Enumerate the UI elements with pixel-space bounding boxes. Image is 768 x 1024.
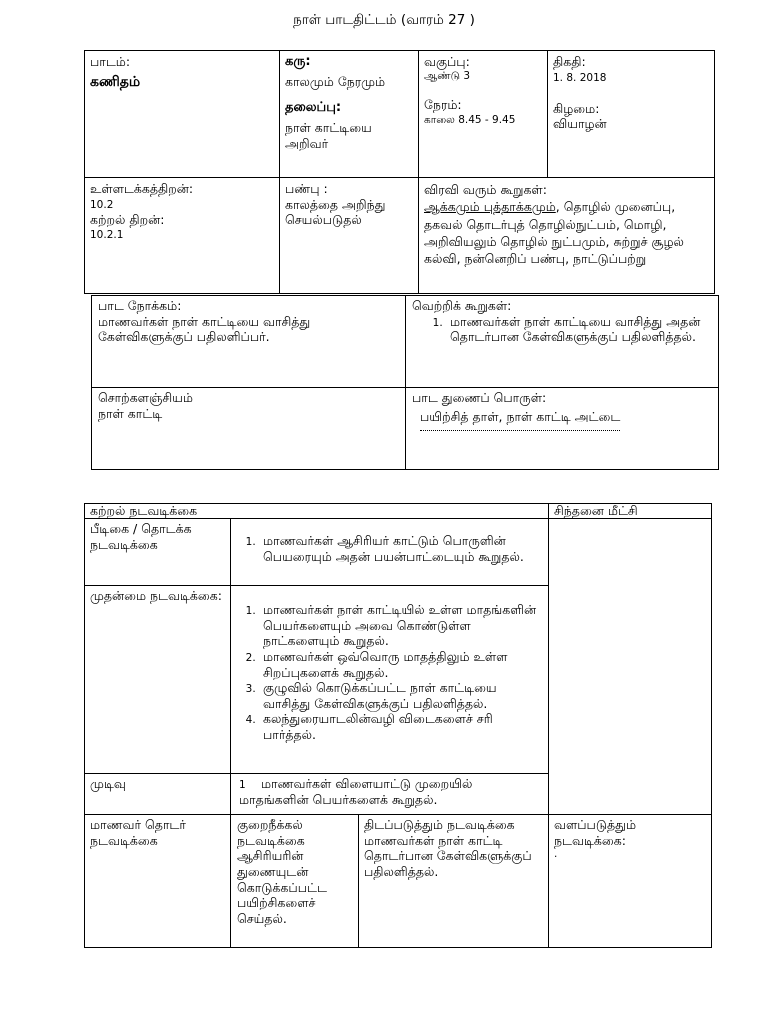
closing-label-cell <box>84 773 231 815</box>
enrichment-value: . <box>554 848 558 861</box>
closing-content-cell <box>230 773 549 815</box>
topic-value: நாள் காட்டியை அறிவர் <box>285 120 372 151</box>
topic-label: தலைப்பு: <box>285 99 342 115</box>
vocabulary-value: நாள் காட்டி <box>98 405 163 421</box>
success-criteria-label: வெற்றிக் கூறுகள்: <box>412 298 512 313</box>
class-label: வகுப்பு: <box>424 54 470 69</box>
day-label: கிழமை: <box>553 100 600 116</box>
reinforcement-text: திடப்படுத்தும் நடவடிக்கை மாணவர்கள் நாள் காட்டி தொடர்பான கேள்விகளுக்குப் பதிலளித்தல். <box>364 817 532 879</box>
closing-number: 1 <box>239 779 246 791</box>
main-item-1: 1. மாணவர்கள் நாள் காட்டியில் உள்ள மாதங்களின் பெயர்களையும் அவை கொண்டுள்ள நாட்களையும் கூறுதல். <box>259 602 543 649</box>
thinking-header-cell <box>548 503 712 519</box>
enrichment-cell <box>548 814 712 948</box>
document-title: நாள் பாடதிட்டம் (வாரம் 27 ) <box>293 12 475 28</box>
remedial-cell <box>230 814 359 948</box>
content-standard-value: 10.2 <box>90 198 114 211</box>
closing-label: முடிவு <box>90 776 126 791</box>
objective-text: மாணவர்கள் நாள் காட்டியை வாசித்து கேள்விகளுக்குப் பதிலளிப்பர். <box>98 313 311 345</box>
subject-label: பாடம்: <box>90 54 131 69</box>
enrichment-label: வளப்படுத்தும் நடவடிக்கை: <box>554 817 637 848</box>
standards-cell <box>84 177 280 294</box>
date-value: 1. 8. 2018 <box>553 71 607 84</box>
learning-standard-value: 10.2.1 <box>90 229 124 242</box>
main-label: முதன்மை நடவடிக்கை: <box>90 588 222 603</box>
main-content-cell <box>230 585 549 774</box>
vocabulary-label: சொற்களஞ்சியம் <box>98 390 193 405</box>
thinking-cell <box>548 518 712 815</box>
values-label: பண்பு : <box>285 181 328 196</box>
values-cell <box>279 177 419 294</box>
reinforcement-cell <box>358 814 549 948</box>
subject-value: கணிதம் <box>90 73 141 90</box>
main-item-4: 4. கலந்துரையாடலின்வழி விடைகளைச் சரி பார்த்தல். <box>259 711 543 742</box>
cross-curricular-rest: , தொழில் முனைப்பு, தகவல் தொடர்புத் தொழில்நுட்பம், மொழி, அறிவியலும் தொழில் நுட்பமும், சுற்றுச் சூழல் கல்வி, நன்னெறிப் பண்பு, நாட்டுப்பற்று <box>424 199 684 266</box>
theme-label: கரு: <box>285 54 311 69</box>
thinking-header: சிந்தனை மீட்சி <box>554 503 638 518</box>
theme-value: காலமும் நேரமும் <box>285 74 386 90</box>
time-label: நேரம்: <box>424 96 462 112</box>
main-item-3: 3. குழுவில் கொடுக்கப்பட்ட நாள் காட்டியை வாசித்து கேள்விகளுக்குப் பதிலளித்தல். <box>259 680 543 711</box>
subject-cell <box>84 50 280 178</box>
class-value: ஆண்டு 3 <box>424 69 471 82</box>
intro-content-cell <box>230 518 549 586</box>
date-day-cell <box>547 50 715 178</box>
intro-item: 1. மாணவர்கள் ஆசிரியர் காட்டும் பொருளின் பெயரையும் அதன் பயன்பாட்டையும் கூறுதல். <box>259 533 543 564</box>
values-value: காலத்தை அறிந்து செயல்படுதல் <box>285 196 386 228</box>
objective-label: பாட நோக்கம்: <box>98 298 182 313</box>
day-value: வியாழன் <box>553 116 607 132</box>
followup-label: மாணவர் தொடர் நடவடிக்கை <box>90 817 186 848</box>
remedial-text: குறைநீக்கல் நடவடிக்கை ஆசிரியரின் துணையுடன் கொடுக்கப்பட்ட பயிற்சிகளைச் செய்தல். <box>237 817 327 926</box>
followup-label-cell <box>84 814 231 948</box>
success-criteria-cell <box>405 295 719 388</box>
objective-cell <box>91 295 406 388</box>
main-label-cell <box>84 585 231 774</box>
dotted-line <box>420 424 620 431</box>
time-value: காலை 8.45 - 9.45 <box>424 114 516 127</box>
intro-label: பீடிகை / தொடக்க நடவடிக்கை <box>90 521 192 552</box>
vocabulary-cell <box>91 387 406 470</box>
closing-text: மாணவர்கள் விளையாட்டு முறையில் மாதங்களின் பெயர்களைக் கூறுதல். <box>239 776 473 808</box>
theme-topic-cell <box>279 50 419 178</box>
success-criteria-item: 1. மாணவர்கள் நாள் காட்டியை வாசித்து அதன் தொடர்பான கேள்விகளுக்குப் பதிலளித்தல். <box>446 314 712 345</box>
class-time-cell <box>418 50 548 178</box>
learning-standard-label: கற்றல் திறன்: <box>90 211 165 227</box>
cross-curricular-cell <box>418 177 715 294</box>
materials-cell <box>405 387 719 470</box>
date-label: திகதி: <box>553 54 586 69</box>
materials-label: பாட துணைப் பொருள்: <box>412 390 547 405</box>
cross-curricular-label: விரவி வரும் கூறுகள்: <box>424 182 547 197</box>
intro-label-cell <box>84 518 231 586</box>
cross-curricular-underlined: ஆக்கமும் புத்தாக்கமும் <box>424 199 556 215</box>
activities-header: கற்றல் நடவடிக்கை <box>90 503 198 518</box>
main-item-2: 2. மாணவர்கள் ஒவ்வொரு மாதத்திலும் உள்ள சிறப்புகளைக் கூறுதல். <box>259 649 543 680</box>
content-standard-label: உள்ளடக்கத்திறன்: <box>90 181 194 196</box>
materials-value: பயிற்சித் தாள், நாள் காட்டி அட்டை <box>420 408 621 424</box>
activities-header-cell <box>84 503 549 519</box>
